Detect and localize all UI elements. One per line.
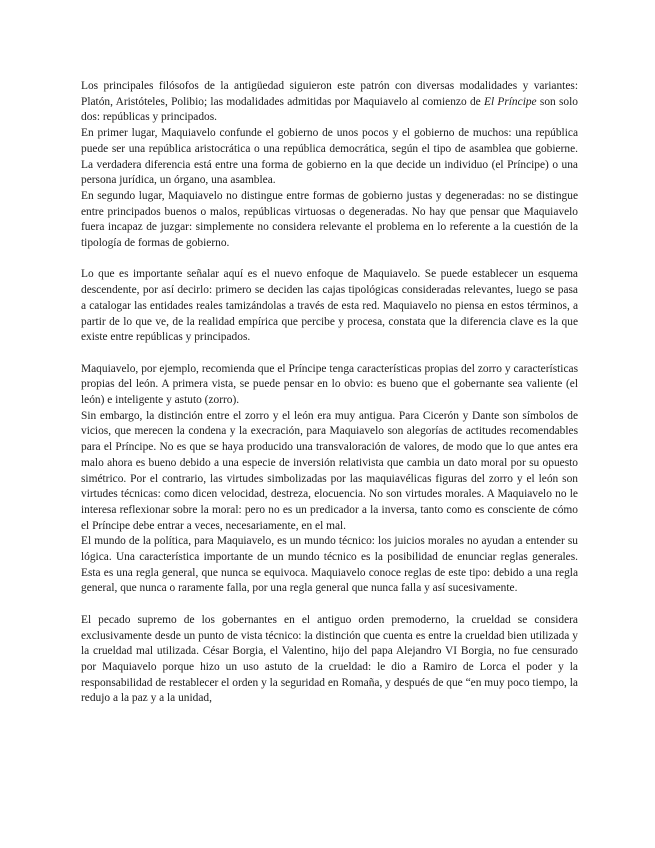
paragraph-4: Lo que es importante señalar aquí es el nuevo enfoque de Maquiavelo. Se puede establecer un esquema descendente, por así decirlo: primero se deciden las cajas tipológicas consideradas relevantes, luego se pasa a catalogar las entidades reales tamizándolas a través de esta red. Maquiavelo no piensa en estos términos, a partir de lo que ve, de la realidad empírica que percibe y procesa, constata que la diferencia clave es la que existe entre repúblicas y principados.	[81, 268, 578, 344]
paragraph-1	[81, 79, 578, 126]
book-title: El Príncipe	[483, 95, 537, 108]
paragraph-1-text-a: Los principales filósofos de la antigüedad siguieron este patrón con diversas modalidades y variantes: Platón, Aristóteles, Polibio; las modalidades admitidas por Maquiavelo al comienzo de	[81, 80, 578, 108]
paragraph-3: En segundo lugar, Maquiavelo no distingue entre formas de gobierno justas y degeneradas: no se distingue entre principados buenos o malos, repúblicas virtuosas o degeneradas. No hay que pensar que Maquiavelo fuera incapaz de juzgar: simplemente no considera relevante el problema en lo referente a la cuestión de la tipología de formas de gobierno.	[81, 189, 578, 250]
document-page	[81, 79, 578, 707]
paragraph-8: El pecado supremo de los gobernantes en el antiguo orden premoderno, la crueldad se considera exclusivamente desde un punto de vista técnico: la distinción que cuenta es entre la crueldad bien utilizada y la crueldad mal utilizada. César Borgia, el Valentino, hijo del papa Alejandro VI Borgia, no fue censurado por Maquiavelo porque hizo un uso astuto de la crueldad: le dio a Ramiro de Lorca el poder y la responsabilidad de restablecer el orden y la seguridad en Romaña, y después de que “en muy poco tiempo, la redujo a la paz y a la unidad,	[81, 613, 578, 705]
paragraph-spacer	[81, 597, 578, 613]
paragraph-7: El mundo de la política, para Maquiavelo, es un mundo técnico: los juicios morales no ayudan a entender su lógica. Una característica importante de un mundo técnico es la posibilidad de enunciar reglas generales. Esta es una regla general, que nunca se equivoca. Maquiavelo conoce reglas de este tipo: debido a una regla general, que nunca o raramente falla, por una regla general que nunca falla y así sucesivamente.	[81, 535, 578, 595]
paragraph-5: Maquiavelo, por ejemplo, recomienda que el Príncipe tenga características propias del zorro y características propias del león. A primera vista, se puede pensar en lo obvio: es bueno que el gobernante sea valiente (el león) e inteligente y astuto (zorro).	[81, 362, 578, 407]
paragraph-spacer	[81, 346, 578, 362]
paragraph-1-text-b: son solo dos: repúblicas y principados.	[81, 95, 578, 124]
paragraph-spacer	[81, 252, 578, 268]
paragraph-6: Sin embargo, la distinción entre el zorro y el león era muy antigua. Para Cicerón y Dante son símbolos de vicios, que merecen la condena y la execración, para Maquiavelo son alegorías de actitudes recomendables para el Príncipe. No es que se haya producido una transvaloración de valores, de modo que lo que antes era malo ahora es bueno debido a una especie de inversión relativista que cambia un dato moral por su opuesto simétrico. Por el contrario, las virtudes simbolizadas por las maquiavélicas figuras del zorro y el león son virtudes técnicas: como dicen velocidad, destreza, elocuencia. No son virtudes morales. A Maquiavelo no le interesa reflexionar sobre la moral: pero no es un predicador a la inversa, tanto como es consciente de cómo el Príncipe debe entrar a veces, necesariamente, en el mal.	[81, 409, 578, 532]
paragraph-2: En primer lugar, Maquiavelo confunde el gobierno de unos pocos y el gobierno de muchos: una república puede ser una república aristocrática o una república democrática, según el tipo de asamblea que gobierne. La verdadera diferencia está entre una forma de gobierno en la que decide un individuo (el Príncipe) o una persona jurídica, un órgano, una asamblea.	[81, 127, 578, 187]
